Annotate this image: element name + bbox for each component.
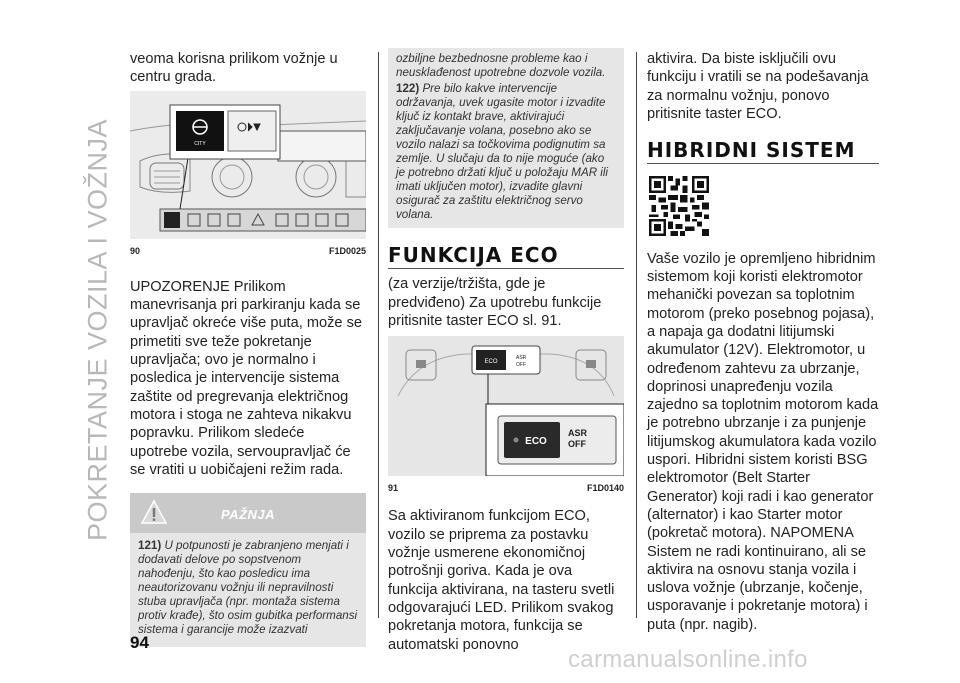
figure-91-number: 91 <box>388 483 399 494</box>
watermark-text: carmanualsonline.info <box>568 646 808 673</box>
svg-text:ASR: ASR <box>516 355 527 362</box>
svg-text:ECO: ECO <box>484 359 498 366</box>
warning-paragraph: UPOZORENJE Prilikom manevrisanja pri parkiranju kada se upravljač okreće više puta, može se primetiti sve teže pokretanje upravljača; ovo je normalno i posledica je intervencije sistema zaštite od pregrevanja električnog motora i stoga ne zahteva nikakvu popravku. Prilikom sledeće upotrebe vozila, servoupravljač će se vratiti u uobičajeni režim rada. <box>130 278 362 478</box>
note-122-number: 122) <box>396 82 420 95</box>
city-label: CITY <box>194 140 206 147</box>
eco-paragraph-1: (za verzije/tržišta, gde je predviđeno) Za upotrebu funkcije pritisnite taster ECO sl. 91. <box>388 276 602 329</box>
note-122-text: Pre bilo kakve intervencije održavanja, uvek ugasite motor i izvadite ključ iz kontakt brave, aktivirajući zaključavanje volana, posebno ako se vozilo nalazi sa točkovima podignutim sa zemlje. U slučaju da to nije moguće (ako je potrebno držati ključ u položaju MAR ili imati uključen motor), izvadite glavni osigurač za zaštitu električnog servo volana. <box>396 82 609 221</box>
note-121-number: 121) <box>138 539 162 553</box>
note-121-text: U potpunosti je zabranjeno menjati i dodavati delove po sopstvenom nahođenju, što kao posledicu ima neautorizovanu vožnju ili nepravilnosti stuba upravljača (npr. montaža sistema protiv krađe), što osim gubitka performansi sistema i garancije može izazvati <box>138 539 358 637</box>
column-divider-left <box>378 52 379 618</box>
section-heading-hybrid: HIBRIDNI SISTEM <box>647 141 879 164</box>
note-122 <box>396 82 616 222</box>
figure-91-caption <box>388 479 624 497</box>
eco-button-illustration <box>388 336 624 476</box>
asr-label: ASR <box>568 428 588 439</box>
eco-button-label: ECO <box>525 436 547 448</box>
column-3 <box>647 50 879 634</box>
figure-91 <box>388 336 624 497</box>
note-continued-text: ozbiljne bezbednosne probleme kao i neusklađenost upotrebne dozvole vozila. <box>396 52 606 79</box>
figure-91-code: F1D0140 <box>586 483 624 494</box>
eco-paragraph-continued: aktivira. Da biste isključili ovu funkciju i vratili se na podešavanja za normalnu vožnju, ponovo pritisnite taster ECO. <box>647 51 869 122</box>
figure-90-code: F1D0025 <box>328 245 366 256</box>
attention-title: PAŽNJA <box>220 507 276 523</box>
attention-header <box>130 493 366 533</box>
dashboard-illustration <box>130 91 366 239</box>
column-2 <box>388 48 624 654</box>
note-box-continued <box>388 48 624 228</box>
figure-90-number: 90 <box>130 245 141 256</box>
column-1 <box>130 50 366 647</box>
intro-text: veoma korisna prilikom vožnje u centru grada. <box>130 51 338 86</box>
qr-code-icon <box>649 176 709 236</box>
section-heading-eco: FUNKCIJA ECO <box>388 246 624 269</box>
hybrid-paragraph: Vaše vozilo je opremljeno hibridnim sistemom koji koristi elektromotor mehanički povezan sa toplotnim motorom (preko posebnog pojasa), a napaja ga dodatni litijumski akumulator (12V). Elektromotor, u određenom zahtevu za ubrzanje, doprinosi unapređenju vozila zajedno sa toplotnim motorom kada je potrebno ubrzanje i za punjenje litijumskog akumulatora kada vozilo uspori. Hibridni sistem koristi BSG elektromotor (Belt Starter Generator) koji radi i kao generator (alternator) i kao Starter motor (pokretač motora). NAPOMENA Sistem ne radi kontinuirano, ali se aktivira na osnovu stanja vozila i uslova vožnje (ubrzanje, kočenje, usporavanje i pokretanje motora) i puta (npr. nagib). <box>647 250 879 633</box>
note-121 <box>130 533 366 647</box>
eco-paragraph-2: Sa aktiviranom funkcijom ECO, vozilo se priprema za postavku vožnje usmerene ekonomičnoj potrošnji goriva. Kada je ova funkcija aktivirana, na tasteru svetli odgovarajući LED. Prilikom svakog pokretanja motora, funkcija se automatski ponovno <box>388 508 615 653</box>
figure-91-image <box>388 336 624 476</box>
figure-90-image <box>130 91 366 239</box>
svg-text:OFF: OFF <box>516 362 526 369</box>
figure-90-caption <box>130 242 366 260</box>
chapter-side-title: POKRETANJE VOZILA I VOŽNJA <box>82 118 113 542</box>
column-divider-right <box>636 52 637 618</box>
figure-90 <box>130 91 366 260</box>
page-number: 94 <box>130 633 149 652</box>
off-label: OFF <box>568 439 586 450</box>
